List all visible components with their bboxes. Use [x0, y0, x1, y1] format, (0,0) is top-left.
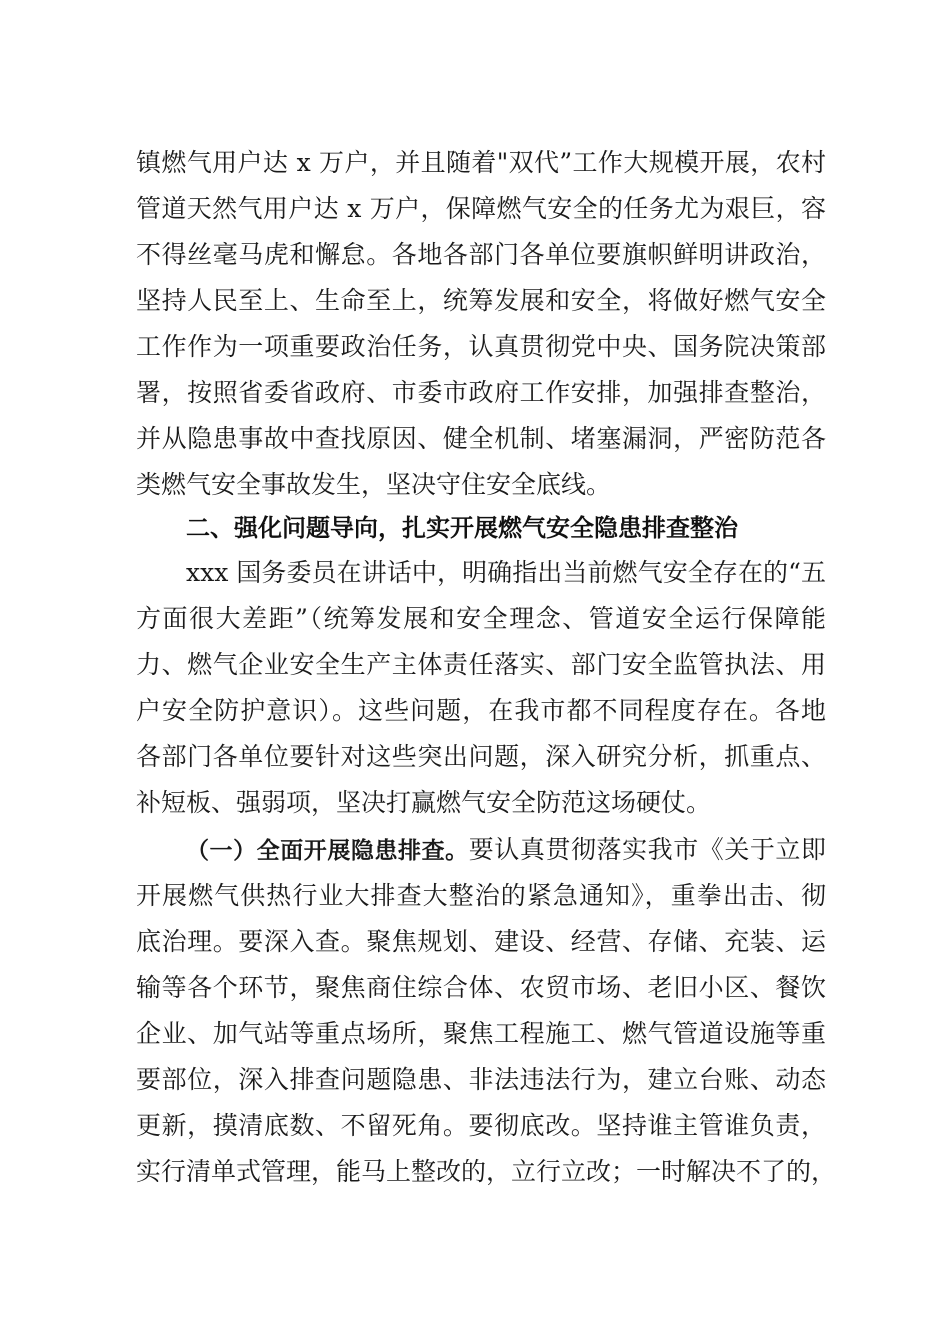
- paragraph-line: 户安全防护意识）。这些问题，在我市都不同程度存在。各地: [136, 696, 826, 725]
- paragraph-line: 镇燃气用户达 x 万户，并且随着"双代”工作大规模开展，农村: [136, 148, 826, 177]
- paragraph-line: 方面很大差距”（统筹发展和安全理念、管道安全运行保障能: [136, 604, 826, 633]
- paragraph-line: 管道天然气用户达 x 万户，保障燃气安全的任务尤为艰巨，容: [136, 194, 826, 223]
- paragraph-line: 企业、加气站等重点场所，聚焦工程施工、燃气管道设施等重: [136, 1019, 826, 1048]
- paragraph-line: 不得丝毫马虎和懈怠。各地各部门各单位要旗帜鲜明讲政治，: [136, 240, 826, 269]
- paragraph-line: 实行清单式管理，能马上整改的，立行立改；一时解决不了的，: [136, 1157, 837, 1186]
- paragraph-line: 力、燃气企业安全生产主体责任落实、部门安全监管执法、用: [136, 650, 826, 679]
- paragraph-line: xxx 国务委员在讲话中，明确指出当前燃气安全存在的“五: [186, 558, 826, 587]
- paragraph-line: 坚持人民至上、生命至上，统筹发展和安全，将做好燃气安全: [136, 286, 826, 315]
- paragraph-line: 输等各个环节，聚焦商住综合体、农贸市场、老旧小区、餐饮: [136, 973, 826, 1002]
- paragraph-line: 并从隐患事故中查找原因、健全机制、堵塞漏洞，严密防范各: [136, 424, 826, 453]
- subsection-first-line: [186, 832, 826, 868]
- paragraph-line: 工作作为一项重要政治任务，认真贯彻党中央、国务院决策部: [136, 332, 826, 361]
- paragraph-line: 署，按照省委省政府、市委市政府工作安排，加强排查整治，: [136, 378, 826, 407]
- paragraph-text: 要认真贯彻落实我市《关于立即: [468, 835, 826, 864]
- paragraph-line: 要部位，深入排查问题隐患、非法违法行为，建立台账、动态: [136, 1065, 826, 1094]
- subsection-title: （一）全面开展隐患排查。: [186, 838, 469, 864]
- paragraph-line: 更新，摸清底数、不留死角。要彻底改。坚持谁主管谁负责，: [136, 1111, 826, 1140]
- paragraph-line: 底治理。要深入查。聚焦规划、建设、经营、存储、充装、运: [136, 927, 826, 956]
- paragraph-line: 开展燃气供热行业大排查大整治的紧急通知》，重拳出击、彻: [136, 881, 826, 910]
- paragraph-line: 各部门各单位要针对这些突出问题，深入研究分析，抓重点、: [136, 742, 826, 771]
- section-heading: 二、强化问题导向，扎实开展燃气安全隐患排查整治: [186, 514, 738, 542]
- paragraph-line: 补短板、强弱项，坚决打赢燃气安全防范这场硬仗。: [136, 788, 712, 817]
- paragraph-line: 类燃气安全事故发生，坚决守住安全底线。: [136, 470, 612, 499]
